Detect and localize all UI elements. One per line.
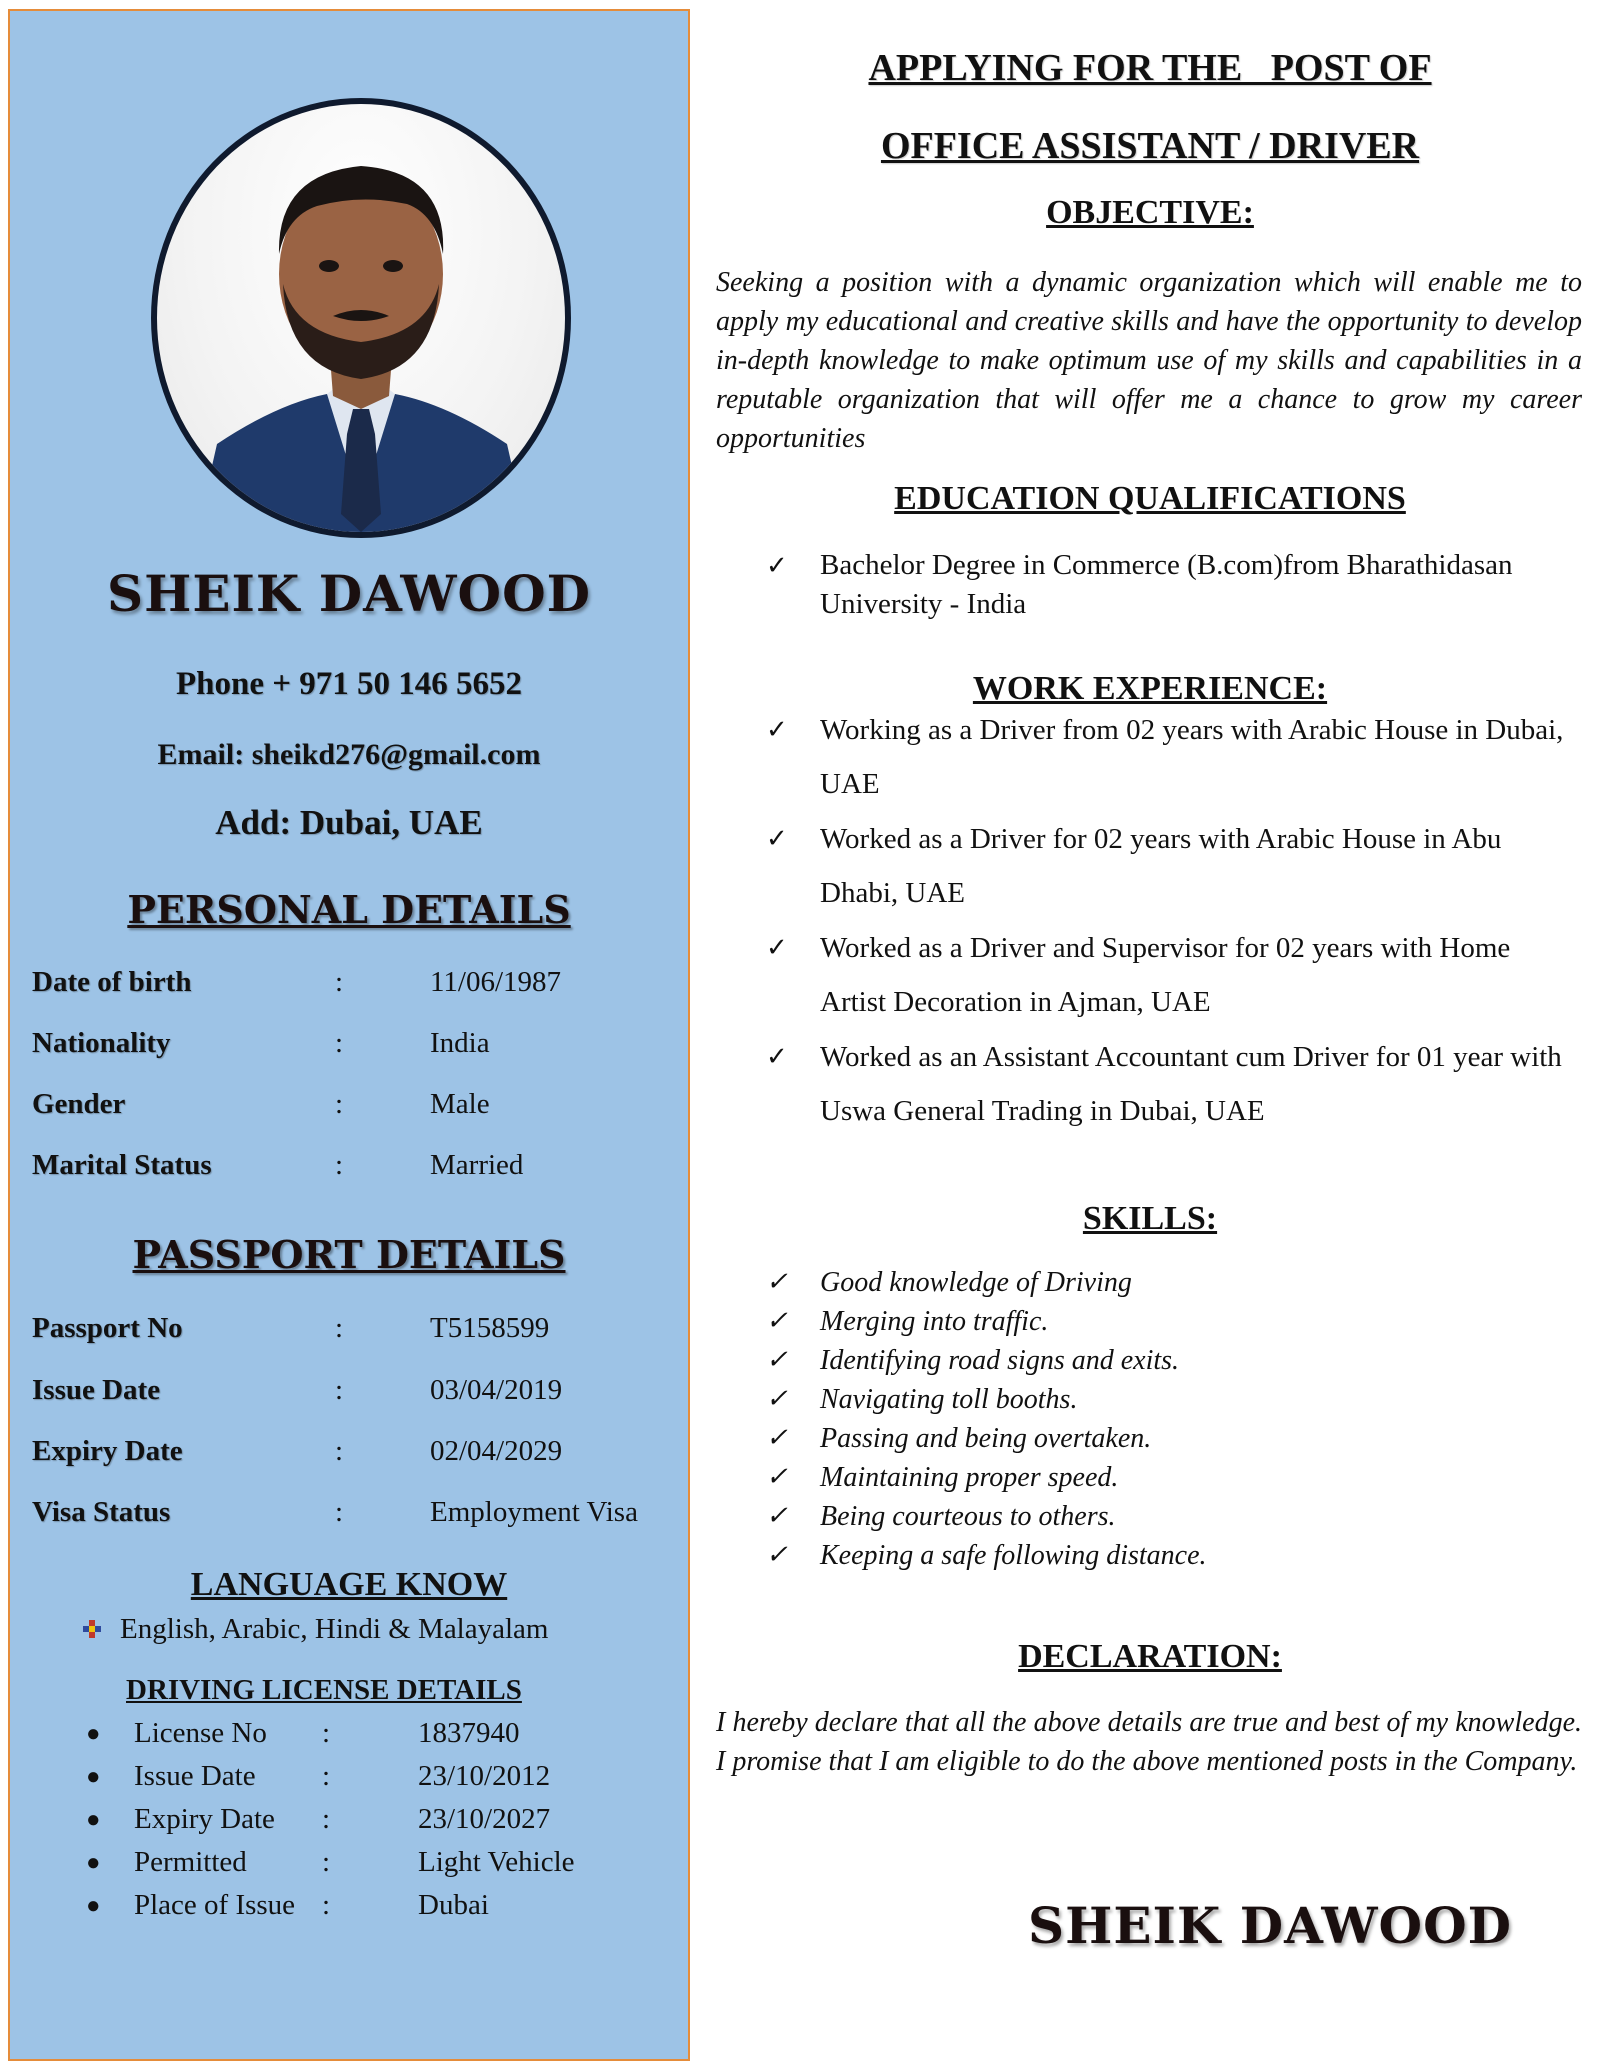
declaration-title: DECLARATION: — [1018, 1638, 1282, 1675]
check-icon: ✓ — [766, 1345, 788, 1374]
skill-text: Maintaining proper speed. — [820, 1462, 1119, 1493]
skill-item — [766, 1423, 1576, 1461]
check-icon: ✓ — [766, 1423, 788, 1452]
skill-text: Being courteous to others. — [820, 1501, 1116, 1532]
check-icon: ✓ — [766, 1540, 788, 1569]
driving-label: Issue Date — [134, 1760, 256, 1792]
email: Email: sheikd276@gmail.com — [157, 738, 541, 771]
passport-details-title: PASSPORT DETAILS — [132, 1232, 566, 1277]
passport-value: T5158599 — [430, 1312, 550, 1344]
driving-label: License No — [134, 1717, 267, 1749]
check-icon: ✓ — [766, 1501, 788, 1530]
check-icon: ✓ — [766, 715, 788, 744]
skill-text: Navigating toll booths. — [820, 1384, 1078, 1415]
personal-row-marital — [32, 1149, 672, 1189]
separator: : — [322, 1803, 331, 1835]
education-title: EDUCATION QUALIFICATIONS — [894, 480, 1406, 517]
check-icon: ✓ — [766, 1384, 788, 1413]
driving-label: Permitted — [134, 1846, 247, 1878]
heading-line-1: APPLYING FOR THE POST OF — [868, 47, 1432, 89]
check-icon: ✓ — [766, 1306, 788, 1335]
personal-label: Date of birth — [32, 966, 192, 998]
driving-value: 1837940 — [418, 1717, 520, 1749]
driving-value: Dubai — [418, 1889, 489, 1921]
passport-row-issue — [32, 1374, 672, 1414]
driving-row-permitted — [82, 1846, 682, 1884]
passport-row-expiry — [32, 1435, 672, 1475]
check-icon: ✓ — [766, 1042, 788, 1071]
check-icon: ✓ — [766, 1462, 788, 1491]
personal-label: Gender — [32, 1088, 126, 1120]
passport-label: Visa Status — [32, 1496, 171, 1528]
work-text: Worked as a Driver for 02 years with Arabic House in Abu Dhabi, UAE — [820, 823, 1502, 909]
passport-value: 03/04/2019 — [430, 1374, 563, 1406]
driving-row-license — [82, 1717, 682, 1755]
skill-item — [766, 1267, 1576, 1305]
separator: : — [335, 966, 344, 998]
skill-item — [766, 1462, 1576, 1500]
check-icon: ✓ — [766, 551, 788, 580]
language-title: LANGUAGE KNOW — [190, 1566, 508, 1603]
passport-value: 02/04/2029 — [430, 1435, 563, 1467]
driving-row-expiry — [82, 1803, 682, 1841]
phone: Phone + 971 50 146 5652 — [175, 666, 523, 702]
driving-value: 23/10/2027 — [418, 1803, 551, 1835]
separator: : — [335, 1374, 344, 1406]
personal-row-nationality — [32, 1027, 672, 1067]
skill-text: Passing and being overtaken. — [820, 1423, 1152, 1454]
personal-row-dob — [32, 966, 672, 1006]
diamond-bullet-icon — [82, 1614, 102, 1634]
language-list — [82, 1613, 548, 1646]
separator: : — [322, 1846, 331, 1878]
personal-value: Married — [430, 1149, 524, 1181]
sidebar — [8, 9, 690, 2061]
driving-value: Light Vehicle — [418, 1846, 575, 1878]
separator: : — [322, 1889, 331, 1921]
passport-row-number — [32, 1312, 672, 1352]
driving-label: Place of Issue — [134, 1889, 296, 1921]
skill-item — [766, 1306, 1576, 1344]
skill-text: Identifying road signs and exits. — [820, 1345, 1180, 1376]
skill-text: Merging into traffic. — [820, 1306, 1049, 1337]
separator: : — [322, 1760, 331, 1792]
bullet-icon: ● — [86, 1807, 101, 1833]
personal-label: Nationality — [32, 1027, 171, 1059]
passport-label: Passport No — [32, 1312, 183, 1344]
driving-row-place — [82, 1889, 682, 1927]
check-icon: ✓ — [766, 824, 788, 853]
work-text: Working as a Driver from 02 years with Arabic House in Dubai, UAE — [820, 714, 1564, 800]
signature-name: SHEIK DAWOOD — [1028, 1896, 1512, 1955]
skill-item — [766, 1345, 1576, 1383]
separator: : — [335, 1027, 344, 1059]
driving-row-issue — [82, 1760, 682, 1798]
separator: : — [335, 1496, 344, 1528]
passport-label: Issue Date — [32, 1374, 161, 1406]
work-experience-title: WORK EXPERIENCE: — [972, 670, 1328, 707]
skill-item — [766, 1384, 1576, 1422]
education-text: Bachelor Degree in Commerce (B.com)from Bharathidasan University - India — [820, 549, 1513, 620]
address: Add: Dubai, UAE — [215, 803, 483, 842]
driving-label: Expiry Date — [134, 1803, 275, 1835]
separator: : — [335, 1149, 344, 1181]
separator: : — [335, 1435, 344, 1467]
bullet-icon: ● — [86, 1850, 101, 1876]
personal-value: India — [430, 1027, 490, 1059]
personal-details-title: PERSONAL DETAILS — [127, 887, 571, 932]
profile-photo-illustration — [157, 104, 565, 532]
skill-item — [766, 1501, 1576, 1539]
objective-text: Seeking a position with a dynamic organization which will enable me to apply my educational and creative skills and have the opportunity to develop in-depth knowledge to make optimum use of my skills and capabilities in a reputable organization that will offer me a chance to grow my career opportunities — [716, 267, 1582, 454]
skill-text: Good knowledge of Driving — [820, 1267, 1132, 1298]
work-text: Worked as a Driver and Supervisor for 02 years with Home Artist Decoration in Ajman, UAE — [820, 932, 1511, 1018]
work-text: Worked as an Assistant Accountant cum Driver for 01 year with Uswa General Trading in Dubai, UAE — [820, 1041, 1562, 1127]
personal-label: Marital Status — [32, 1149, 212, 1181]
heading-line-2: OFFICE ASSISTANT / DRIVER — [880, 125, 1420, 167]
driving-license-title: DRIVING LICENSE DETAILS — [126, 1674, 522, 1706]
candidate-name: SHEIK DAWOOD — [107, 564, 591, 623]
declaration-text: I hereby declare that all the above details are true and best of my knowledge. I promise that I am eligible to do the above mentioned posts in the Company. — [716, 1707, 1582, 1777]
separator: : — [322, 1717, 331, 1749]
skills-title: SKILLS: — [1082, 1200, 1218, 1237]
bullet-icon: ● — [86, 1764, 101, 1790]
passport-value: Employment Visa — [430, 1496, 638, 1528]
passport-label: Expiry Date — [32, 1435, 183, 1467]
personal-value: 11/06/1987 — [430, 966, 562, 998]
bullet-icon: ● — [86, 1893, 101, 1919]
separator: : — [335, 1312, 344, 1344]
language-text: English, Arabic, Hindi & Malayalam — [120, 1613, 549, 1645]
skill-text: Keeping a safe following distance. — [820, 1540, 1207, 1571]
driving-value: 23/10/2012 — [418, 1760, 551, 1792]
personal-value: Male — [430, 1088, 490, 1120]
profile-photo — [151, 98, 571, 538]
passport-row-visa — [32, 1496, 672, 1536]
skill-item — [766, 1540, 1576, 1578]
separator: : — [335, 1088, 344, 1120]
bullet-icon: ● — [86, 1721, 101, 1747]
check-icon: ✓ — [766, 1267, 788, 1296]
personal-row-gender — [32, 1088, 672, 1128]
check-icon: ✓ — [766, 933, 788, 962]
objective-title: OBJECTIVE: — [1046, 194, 1254, 231]
